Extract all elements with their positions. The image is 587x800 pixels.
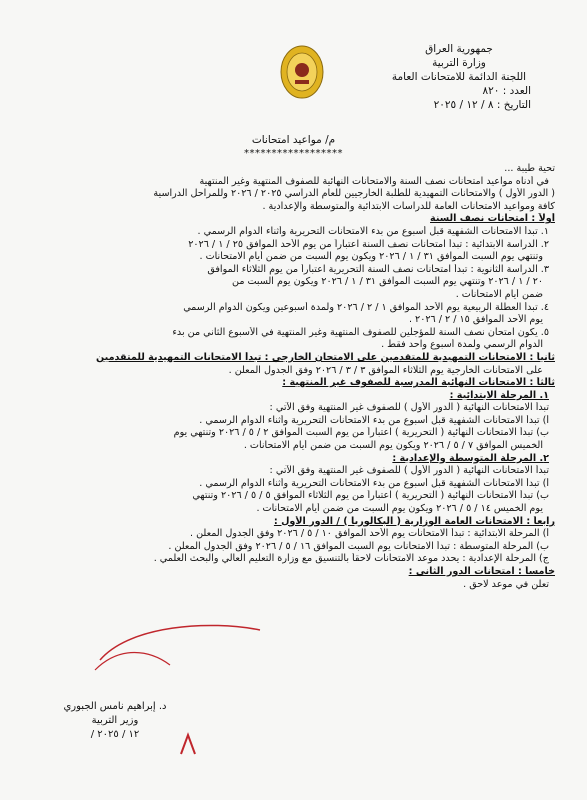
handwritten-strike-mark: [90, 620, 270, 680]
body-line: أولاً : امتحانات نصف السنة: [430, 213, 555, 225]
signatory-name: د. إبراهيم نامس الجبوري: [63, 701, 167, 712]
subject-separator: ******************: [244, 148, 343, 159]
body-line: تحية طيبة ...: [504, 163, 555, 174]
document-date: التاريخ : ٨ / ١٢ / ٢٠٢٥: [433, 99, 531, 111]
body-line: ج) المرحلة الإعدادية : يحدد موعد الامتحانات لاحقاً بالتنسيق مع وزارة التعليم العالي والبحث العلمي .: [153, 553, 549, 565]
body-line: خامساً : امتحانات الدور الثاني :: [408, 566, 555, 577]
ministry-name: وزارة التربية: [432, 57, 486, 69]
body-line: ثالثاً : الامتحانات النهائية المدرسية للصفوف غير المنتهية :: [282, 377, 555, 389]
body-line: ٢٠ / ١ / ٢٠٢٦ وتنتهي يوم السبت الموافق ٣١ / ١ / ٢٠٢٦ ويكون يوم السبت من: [232, 276, 543, 288]
body-line: ضمن أيام الامتحانات .: [455, 288, 543, 300]
body-line: يوم الأحد الموافق ١٥ / ٢ / ٢٠٢٦ .: [408, 314, 543, 326]
body-line: ٥. يكون امتحان نصف السنة للمؤجلين للصفوف المنتهية وغير المنتهية في الأسبوع الثاني من بدء: [172, 326, 549, 338]
body-line: أ) المرحلة الابتدائية : تبدأ الامتحانات يوم الأحد الموافق ١٠ / ٥ / ٢٠٢٦ وفق الجدول المعلن .: [190, 528, 549, 540]
body-line: ١. تبدأ الامتحانات الشفهية قبل أسبوع من بدء الامتحانات التحريرية وأثناء الدوام الرسمي .: [197, 225, 549, 237]
body-line: ٤. تبدأ العطلة الربيعية يوم الأحد الموافق ١ / ٢ / ٢٠٢٦ ولمدة أسبوعين ويكون الدوام الرسمي: [183, 301, 549, 313]
body-line: الدوام الرسمي ولمدة أسبوع واحد فقط .: [381, 339, 543, 351]
signatory-title: وزير التربية: [91, 715, 139, 726]
letterhead: [379, 42, 539, 112]
body-line: تعلن في موعد لاحق .: [463, 578, 549, 590]
body-line: ثانياً : الامتحانات التمهيدية للمتقدمين على الامتحان الخارجي : تبدأ الامتحانات التمهيدية للمتقدمين: [96, 351, 555, 363]
ministry-emblem-icon: [278, 44, 326, 102]
body-line: رابعاً : الامتحانات العامة الوزارية ( البكالوريا ) / الدور الأول :: [273, 515, 555, 527]
document-body: [28, 163, 555, 591]
body-line: ب) المرحلة المتوسطة : تبدأ الامتحانات يوم السبت الموافق ١٦ / ٥ / ٢٠٢٦ وفق الجدول المعلن .: [168, 540, 549, 552]
country-name: جمهورية العراق: [425, 43, 493, 55]
body-line: كافة ومواعيد الامتحانات العامة للدراسات الابتدائية والمتوسطة والإعدادية .: [262, 200, 555, 212]
body-line: في أدناه مواعيد امتحانات نصف السنة والامتحانات النهائية للصفوف المنتهية وغير المنتهية: [199, 175, 549, 187]
body-line: يوم الخميس ١٤ / ٥ / ٢٠٢٦ ويكون يوم السبت من ضمن أيام الامتحانات .: [256, 503, 543, 515]
handwritten-initial-mark: [178, 732, 198, 758]
body-line: ١. المرحلة الابتدائية :: [449, 389, 549, 401]
reference-number: العدد : ٨٢٠: [482, 85, 531, 97]
body-line: على الامتحانات الخارجية يوم الثلاثاء الموافق ٣ / ٣ / ٢٠٢٦ وفق الجدول المعلن .: [228, 364, 543, 376]
body-line: ٢. المرحلة المتوسطة والإعدادية :: [392, 452, 549, 464]
committee-name: اللجنة الدائمة للامتحانات العامة: [391, 71, 527, 83]
body-line: تبدأ الامتحانات النهائية ( الدور الأول ) للصفوف غير المنتهية وفق الآتي :: [269, 402, 549, 414]
signature-date: / ١٢ / ٢٠٢٥: [90, 729, 140, 740]
body-line: تبدأ الامتحانات النهائية ( الدور الأول ) للصفوف غير المنتهية وفق الآتي :: [269, 465, 549, 477]
body-line: ب) تبدأ الامتحانات النهائية ( التحريرية ) اعتباراً من يوم السبت الموافق ٢ / ٥ / ٢٠٢٦ وتنتهي يوم: [173, 427, 549, 439]
body-line: ب) تبدأ الامتحانات النهائية ( التحريرية ) اعتباراً من يوم الثلاثاء الموافق ٥ / ٥ / ٢٠٢٦ وتنتهي: [192, 490, 549, 502]
body-line: ٣. الدراسة الثانوية : تبدأ امتحانات نصف السنة التحريرية اعتباراً من يوم الثلاثاء الموافق: [207, 263, 549, 275]
signature-block: [60, 700, 170, 742]
body-line: الخميس الموافق ٧ / ٥ / ٢٠٢٦ ويكون يوم السبت من ضمن أيام الامتحانات .: [243, 440, 543, 452]
body-line: أ) تبدأ الامتحانات الشفهية قبل أسبوع من بدء الامتحانات التحريرية وأثناء الدوام الرسمي .: [199, 414, 549, 426]
body-line: ( الدور الأول ) والامتحانات التمهيدية للطلبة الخارجيين للعام الدراسي ٢٠٢٥ / ٢٠٢٦ وللمراحل الدراسية: [153, 188, 555, 200]
body-line: وتنتهي يوم السبت الموافق ٣١ / ١ / ٢٠٢٦ ويكون يوم السبت من ضمن أيام الامتحانات .: [199, 251, 543, 263]
body-line: أ) تبدأ الامتحانات الشفهية قبل أسبوع من بدء الامتحانات التحريرية وأثناء الدوام الرسمي .: [199, 477, 549, 489]
document-subject: م/ مواعيد امتحانات: [251, 134, 336, 146]
body-line: ٢. الدراسة الابتدائية : تبدأ امتحانات نصف السنة اعتباراً من يوم الأحد الموافق ٢٥ / ١ / ٢٠٢٦: [188, 238, 549, 250]
